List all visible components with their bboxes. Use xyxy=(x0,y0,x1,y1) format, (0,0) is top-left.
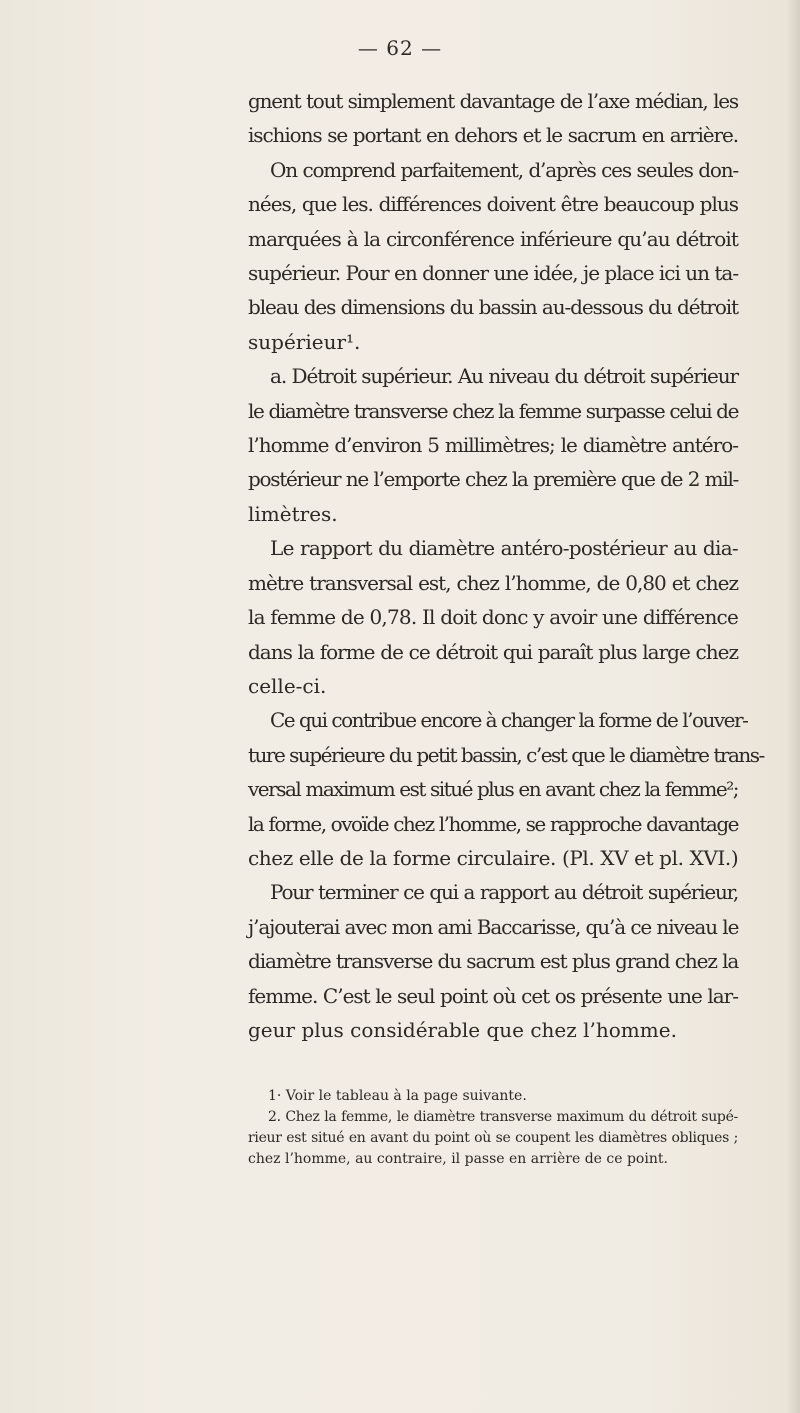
text-line: la forme, ovoïde chez l’homme, se rapproche davantage xyxy=(248,811,738,836)
section-heading-line: a. Détroit supérieur. Au niveau du détroit supérieur xyxy=(270,364,738,389)
text-line: femme. C’est le seul point où cet os présente une lar- xyxy=(248,983,738,1008)
footnote-line: 1· Voir le tableau à la page suivante. xyxy=(268,1088,527,1104)
text-line: diamètre transverse du sacrum est plus grand chez la xyxy=(248,949,739,974)
text-line: Le rapport du diamètre antéro-postérieur au dia- xyxy=(270,536,738,561)
footnote-line: 2. Chez la femme, le diamètre transverse maximum du détroit supé- xyxy=(268,1109,738,1125)
footnote-line: chez l’homme, au contraire, il passe en arrière de ce point. xyxy=(248,1151,668,1167)
text-line: la femme de 0,78. Il doit donc y avoir une différence xyxy=(248,605,738,630)
text-line: bleau des dimensions du bassin au-dessous du détroit xyxy=(248,295,738,320)
text-line: nées, que les. différences doivent être beaucoup plus xyxy=(248,192,738,217)
text-line: gnent tout simplement davantage de l’axe médian, les xyxy=(248,89,738,113)
text-line: geur plus considérable que chez l’homme. xyxy=(248,1017,677,1042)
page-number: — 62 — xyxy=(357,36,443,60)
text-line: Ce qui contribue encore à changer la forme de l’ouver- xyxy=(270,708,748,733)
page-edge-shadow xyxy=(786,0,800,1413)
text-line: marquées à la circonférence inférieure qu’au détroit xyxy=(248,226,738,251)
footnotes xyxy=(248,1086,738,1170)
body-text xyxy=(248,84,764,1047)
text-line: dans la forme de ce détroit qui paraît plus large chez xyxy=(248,639,738,664)
text-line: mètre transversal est, chez l’homme, de 0,80 et chez xyxy=(248,570,738,595)
text-line: Pour terminer ce qui a rapport au détroit supérieur, xyxy=(270,880,738,905)
text-line: chez elle de la forme circulaire. (Pl. XV et pl. XVI.) xyxy=(248,845,739,870)
footnote-line: rieur est situé en avant du point où se coupent les diamètres obliques ; xyxy=(248,1130,738,1146)
text-line: On comprend parfaitement, d’après ces seules don- xyxy=(270,157,738,182)
text-line: ischions se portant en dehors et le sacrum en arrière. xyxy=(248,123,738,148)
text-line: ture supérieure du petit bassin, c’est que le diamètre trans- xyxy=(248,742,764,767)
text-line: limètres. xyxy=(248,501,338,526)
text-line: l’homme d’environ 5 millimètres; le diamètre antéro- xyxy=(248,433,738,458)
text-line: versal maximum est situé plus en avant chez la femme²; xyxy=(248,777,738,802)
text-line: celle-ci. xyxy=(248,673,327,698)
text-line: postérieur ne l’emporte chez la première que de 2 mil- xyxy=(248,467,738,492)
text-line: supérieur. Pour en donner une idée, je place ici un ta- xyxy=(248,261,739,286)
text-line: j’ajouterai avec mon ami Baccarisse, qu’à ce niveau le xyxy=(248,914,739,939)
text-line: le diamètre transverse chez la femme surpasse celui de xyxy=(248,398,738,423)
text-line: supérieur¹. xyxy=(248,329,361,354)
